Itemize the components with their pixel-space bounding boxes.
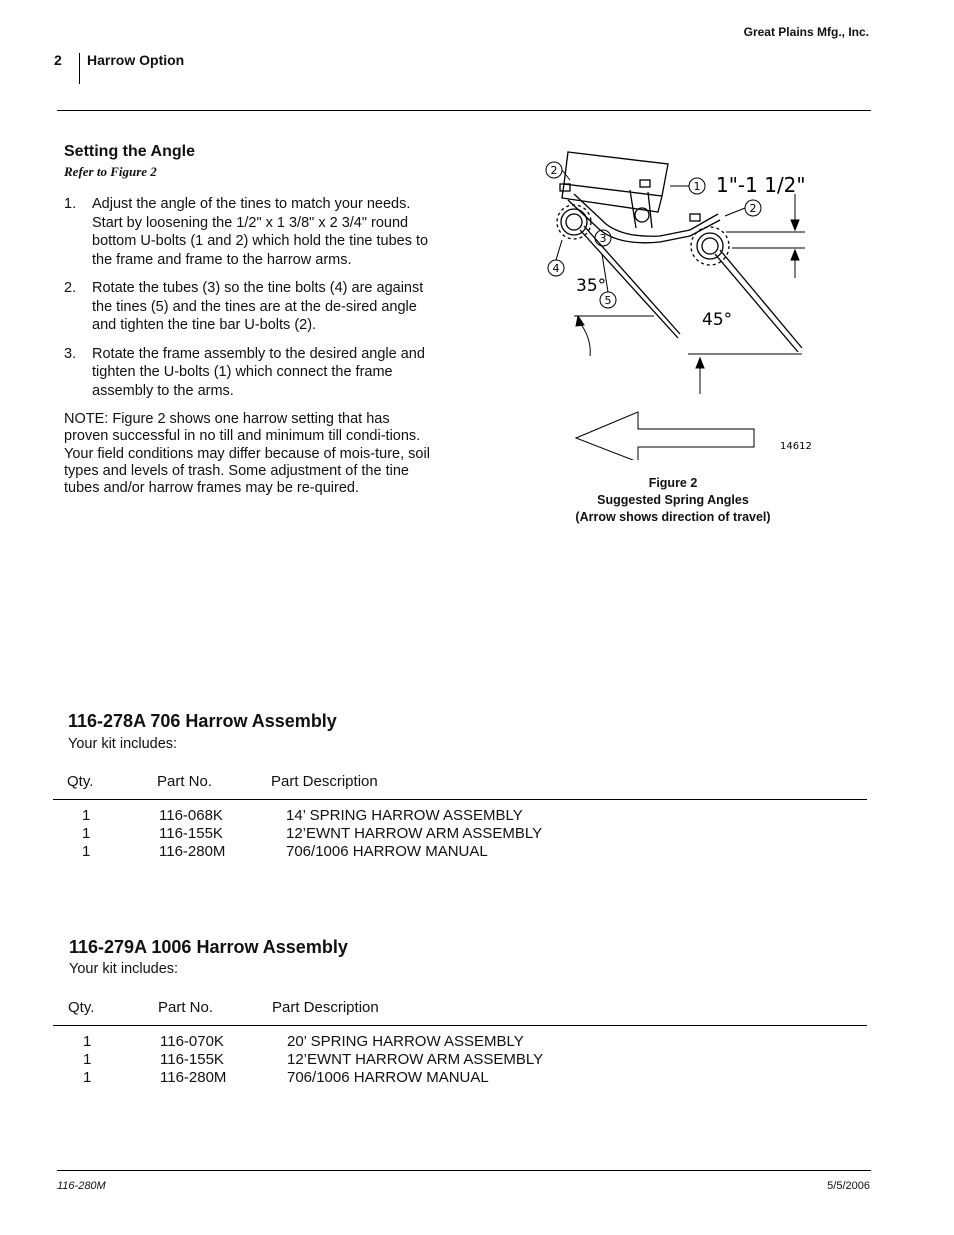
tine-bolt xyxy=(690,214,700,221)
figure-reference: Refer to Figure 2 xyxy=(64,164,157,179)
setting-heading: Setting the Angle xyxy=(64,143,195,160)
rear-tube-inner xyxy=(702,238,718,254)
header-divider xyxy=(79,53,80,84)
part-cell: 116-068K xyxy=(159,807,223,824)
figure-caption-line: Suggested Spring Angles xyxy=(597,493,749,507)
step-number: 1. xyxy=(64,196,77,212)
callout-label: 1 xyxy=(693,180,701,193)
kit-subtitle: Your kit includes: xyxy=(68,736,178,752)
part-cell: 116-155K xyxy=(160,1051,224,1068)
column-header-qty: Qty. xyxy=(67,773,94,790)
part-cell: 116-070K xyxy=(160,1033,224,1050)
figure-caption xyxy=(540,475,806,526)
qty-cell: 1 xyxy=(82,807,91,824)
step-item xyxy=(64,195,434,269)
tine-bar-inner xyxy=(574,194,718,236)
qty-cell: 1 xyxy=(82,825,91,842)
arrow-head xyxy=(791,220,799,230)
column-header-description: Part Description xyxy=(272,999,379,1016)
part-cell: 116-280M xyxy=(160,1069,227,1086)
description-cell: 12’EWNT HARROW ARM ASSEMBLY xyxy=(286,825,543,842)
rear-tine xyxy=(715,254,798,352)
step-number: 3. xyxy=(64,345,77,362)
description-cell: 706/1006 HARROW MANUAL xyxy=(286,843,488,860)
table-row xyxy=(82,807,602,825)
rear-tine-edge xyxy=(720,250,802,348)
frame-bracket xyxy=(564,152,668,196)
arrow-head xyxy=(576,316,584,326)
footer-doc-number: 116-280M xyxy=(57,1180,106,1192)
step-item xyxy=(64,279,434,335)
qty-cell: 1 xyxy=(83,1069,92,1086)
page-number: 2 xyxy=(54,52,62,68)
description-cell: 12’EWNT HARROW ARM ASSEMBLY xyxy=(287,1051,544,1068)
table-row xyxy=(82,843,602,861)
header-rule xyxy=(57,110,871,111)
column-header-part: Part No. xyxy=(158,999,214,1016)
table-row xyxy=(83,1051,603,1069)
spring-angle-diagram xyxy=(540,150,830,460)
travel-direction-arrow xyxy=(576,412,754,460)
callout-label: 3 xyxy=(599,232,607,245)
parts-table xyxy=(82,807,602,861)
qty-cell: 1 xyxy=(83,1033,92,1050)
tine-bolt xyxy=(640,180,650,187)
front-tube-outline xyxy=(557,205,591,239)
description-cell: 706/1006 HARROW MANUAL xyxy=(287,1069,489,1086)
step-item xyxy=(64,345,434,401)
note-paragraph: NOTE: Figure 2 shows one harrow setting that has proven successful in no till and minimum till condi-tions. Your field conditions may differ because of mois-ture, soil types and levels of trash. Some adjustment of the tine tubes and/or harrow frames may be re-quired. xyxy=(64,411,430,497)
figure-caption-line: (Arrow shows direction of travel) xyxy=(575,510,771,524)
kit-title: 116-278A 706 Harrow Assembly xyxy=(68,711,337,731)
rear-angle-label: 45° xyxy=(702,310,733,330)
kit-subtitle: Your kit includes: xyxy=(69,961,179,977)
column-header-part: Part No. xyxy=(157,773,213,790)
front-tube xyxy=(561,209,587,235)
instruction-steps xyxy=(64,195,434,410)
front-angle-label: 35° xyxy=(576,276,607,296)
part-cell: 116-155K xyxy=(159,825,223,842)
arrow-head xyxy=(791,250,799,260)
table-row xyxy=(83,1069,603,1087)
step-text: Rotate the tubes (3) so the tine bolts (4) are against the tines (5) and the tines are at the de-sired angle and tighten the tine bar U-bolts (2). xyxy=(92,280,424,333)
part-cell: 116-280M xyxy=(159,843,226,860)
front-tube-inner xyxy=(566,214,582,230)
kit-title: 116-279A 1006 Harrow Assembly xyxy=(69,937,348,957)
table-row xyxy=(83,1033,603,1051)
table-rule xyxy=(53,799,867,800)
parts-table xyxy=(83,1033,603,1087)
column-header-qty: Qty. xyxy=(68,999,95,1016)
callout-label: 2 xyxy=(550,164,558,177)
footer-rule xyxy=(57,1170,871,1171)
drawing-id: 14612 xyxy=(780,441,812,452)
footer-date: 5/5/2006 xyxy=(827,1180,870,1192)
callout-label: 2 xyxy=(749,202,757,215)
callout-label: 5 xyxy=(604,294,612,307)
step-text: Adjust the angle of the tines to match your needs. Start by loosening the 1/2" x 1 3/8" x 2 3/4" round bottom U-bolts (1 and 2) which hold the tine tubes to the frame and frame to the harrow arms. xyxy=(92,196,429,268)
description-cell: 14’ SPRING HARROW ASSEMBLY xyxy=(286,807,523,824)
section-title: Harrow Option xyxy=(87,52,185,68)
table-row xyxy=(82,825,602,843)
qty-cell: 1 xyxy=(82,843,91,860)
column-header-description: Part Description xyxy=(271,773,378,790)
dimension-label: 1"-1 1/2" xyxy=(716,173,806,197)
step-number: 2. xyxy=(64,280,77,296)
arrow-head xyxy=(696,358,704,368)
description-cell: 20’ SPRING HARROW ASSEMBLY xyxy=(287,1033,524,1050)
qty-cell: 1 xyxy=(83,1051,92,1068)
rear-tube xyxy=(697,233,723,259)
figure-caption-title: Figure 2 xyxy=(648,476,698,490)
callout-label: 4 xyxy=(552,262,560,275)
company-name: Great Plains Mfg., Inc. xyxy=(743,25,869,39)
table-rule xyxy=(53,1025,867,1026)
step-text: Rotate the frame assembly to the desired angle and tighten the U-bolts (1) which connect the frame assembly to the arms. xyxy=(92,345,425,399)
